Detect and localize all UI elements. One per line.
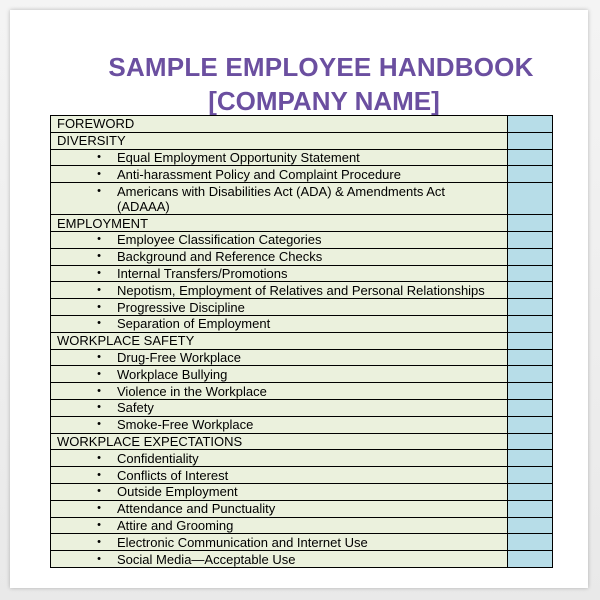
bullet-icon: • bbox=[97, 283, 101, 296]
list-item bbox=[51, 316, 507, 331]
list-item-text: Progressive Discipline bbox=[117, 299, 245, 315]
page-number-cell bbox=[508, 215, 553, 232]
toc-entry-cell bbox=[51, 149, 508, 166]
toc-item-row bbox=[51, 265, 553, 282]
toc-item-row bbox=[51, 500, 553, 517]
list-item bbox=[51, 535, 507, 550]
bullet-icon: • bbox=[97, 266, 101, 279]
list-item bbox=[51, 451, 507, 466]
toc-entry-cell bbox=[51, 116, 508, 133]
bullet-icon: • bbox=[97, 451, 101, 464]
page-number-cell bbox=[508, 467, 553, 484]
list-item-text: Attendance and Punctuality bbox=[117, 501, 276, 517]
toc-entry-cell bbox=[51, 248, 508, 265]
page-number-cell bbox=[508, 416, 553, 433]
toc-entry-cell bbox=[51, 467, 508, 484]
list-item bbox=[51, 468, 507, 483]
list-item-text: Anti-harassment Policy and Complaint Procedure bbox=[117, 166, 401, 182]
bullet-icon: • bbox=[97, 485, 101, 498]
bullet-icon: • bbox=[97, 250, 101, 263]
list-item-text: Confidentiality bbox=[117, 450, 199, 466]
toc-entry-cell bbox=[51, 534, 508, 551]
toc-item-row bbox=[51, 349, 553, 366]
page-number-cell bbox=[508, 433, 553, 450]
toc-section-row bbox=[51, 132, 553, 149]
bullet-icon: • bbox=[97, 502, 101, 515]
section-heading: DIVERSITY bbox=[57, 133, 126, 149]
bullet-icon: • bbox=[97, 184, 101, 197]
toc-entry-cell bbox=[51, 399, 508, 416]
toc-item-row bbox=[51, 383, 553, 400]
list-item bbox=[51, 283, 507, 298]
list-item bbox=[51, 350, 507, 365]
toc-entry-cell bbox=[51, 315, 508, 332]
bullet-icon: • bbox=[97, 384, 101, 397]
page-number-cell bbox=[508, 282, 553, 299]
page-number-cell bbox=[508, 551, 553, 568]
list-item bbox=[51, 232, 507, 247]
page-number-cell bbox=[508, 231, 553, 248]
list-item bbox=[51, 518, 507, 533]
list-item bbox=[51, 417, 507, 432]
list-item bbox=[51, 400, 507, 415]
toc-entry-cell bbox=[51, 132, 508, 149]
page-number-cell bbox=[508, 132, 553, 149]
section-heading: EMPLOYMENT bbox=[57, 215, 149, 231]
toc-entry-cell bbox=[51, 517, 508, 534]
toc-item-row bbox=[51, 483, 553, 500]
toc-entry-cell bbox=[51, 166, 508, 183]
bullet-icon: • bbox=[97, 150, 101, 163]
list-item-text: Electronic Communication and Internet Use bbox=[117, 534, 368, 550]
toc-entry-cell bbox=[51, 215, 508, 232]
list-item bbox=[51, 184, 507, 214]
toc-item-row bbox=[51, 534, 553, 551]
toc-item-row bbox=[51, 551, 553, 568]
page-number-cell bbox=[508, 534, 553, 551]
list-item-text: Social Media—Acceptable Use bbox=[117, 551, 296, 567]
page-number-cell bbox=[508, 315, 553, 332]
toc-entry-cell bbox=[51, 231, 508, 248]
list-item bbox=[51, 249, 507, 264]
toc-entry-cell bbox=[51, 551, 508, 568]
list-item bbox=[51, 167, 507, 182]
toc-item-row bbox=[51, 450, 553, 467]
list-item-text: Americans with Disabilities Act (ADA) & Amendments Act (ADAAA) bbox=[117, 183, 446, 214]
list-item-text: Violence in the Workplace bbox=[117, 383, 267, 399]
bullet-icon: • bbox=[97, 167, 101, 180]
list-item bbox=[51, 300, 507, 315]
toc-entry-cell bbox=[51, 332, 508, 349]
toc-item-row bbox=[51, 231, 553, 248]
page-number-cell bbox=[508, 349, 553, 366]
list-item bbox=[51, 552, 507, 567]
toc-section-row bbox=[51, 433, 553, 450]
bullet-icon: • bbox=[97, 418, 101, 431]
list-item-text: Smoke-Free Workplace bbox=[117, 417, 254, 433]
page-number-cell bbox=[508, 265, 553, 282]
bullet-icon: • bbox=[97, 233, 101, 246]
page-number-cell bbox=[508, 166, 553, 183]
page-number-cell bbox=[508, 248, 553, 265]
bullet-icon: • bbox=[97, 350, 101, 363]
list-item-text: Attire and Grooming bbox=[117, 517, 234, 533]
page-number-cell bbox=[508, 366, 553, 383]
toc-item-row bbox=[51, 366, 553, 383]
bullet-icon: • bbox=[97, 317, 101, 330]
toc-entry-cell bbox=[51, 282, 508, 299]
toc-item-row bbox=[51, 299, 553, 316]
list-item-text: Equal Employment Opportunity Statement bbox=[117, 149, 360, 165]
list-item bbox=[51, 484, 507, 499]
bullet-icon: • bbox=[97, 535, 101, 548]
page-number-cell bbox=[508, 299, 553, 316]
list-item bbox=[51, 367, 507, 382]
toc-entry-cell bbox=[51, 483, 508, 500]
toc-item-row bbox=[51, 149, 553, 166]
list-item bbox=[51, 501, 507, 516]
toc-entry-cell bbox=[51, 500, 508, 517]
bullet-icon: • bbox=[97, 401, 101, 414]
toc-item-row bbox=[51, 248, 553, 265]
toc-item-row bbox=[51, 416, 553, 433]
section-heading: WORKPLACE SAFETY bbox=[57, 333, 195, 349]
toc-item-row bbox=[51, 315, 553, 332]
toc-entry-cell bbox=[51, 299, 508, 316]
bullet-icon: • bbox=[97, 367, 101, 380]
list-item-text: Employee Classification Categories bbox=[117, 232, 322, 248]
list-item-text: Safety bbox=[117, 400, 154, 416]
list-item bbox=[51, 384, 507, 399]
list-item-text: Internal Transfers/Promotions bbox=[117, 265, 288, 281]
document-title: SAMPLE EMPLOYEE HANDBOOK bbox=[108, 52, 534, 82]
page-number-cell bbox=[508, 399, 553, 416]
toc-entry-cell bbox=[51, 416, 508, 433]
toc-section-row bbox=[51, 116, 553, 133]
toc-item-row bbox=[51, 467, 553, 484]
page-number-cell bbox=[508, 332, 553, 349]
toc-section-row bbox=[51, 332, 553, 349]
section-heading: WORKPLACE EXPECTATIONS bbox=[57, 433, 243, 449]
list-item-text: Drug-Free Workplace bbox=[117, 349, 242, 365]
toc-item-row bbox=[51, 166, 553, 183]
bullet-icon: • bbox=[97, 518, 101, 531]
list-item bbox=[51, 150, 507, 165]
toc-entry-cell bbox=[51, 349, 508, 366]
toc-section-row bbox=[51, 215, 553, 232]
toc-item-row bbox=[51, 183, 553, 215]
toc-item-row bbox=[51, 282, 553, 299]
page-number-cell bbox=[508, 483, 553, 500]
toc-entry-cell bbox=[51, 183, 508, 215]
list-item-text: Outside Employment bbox=[117, 484, 238, 500]
list-item-text: Workplace Bullying bbox=[117, 366, 228, 382]
toc-entry-cell bbox=[51, 265, 508, 282]
list-item-text: Separation of Employment bbox=[117, 316, 271, 332]
document-page bbox=[10, 10, 588, 588]
bullet-icon: • bbox=[97, 300, 101, 313]
list-item-text: Conflicts of Interest bbox=[117, 467, 229, 483]
list-item-text: Background and Reference Checks bbox=[117, 249, 323, 265]
toc-entry-cell bbox=[51, 383, 508, 400]
list-item-text: Nepotism, Employment of Relatives and Personal Relationships bbox=[117, 282, 485, 298]
page-number-cell bbox=[508, 383, 553, 400]
list-item bbox=[51, 266, 507, 281]
section-heading: FOREWORD bbox=[57, 116, 135, 132]
page-number-cell bbox=[508, 517, 553, 534]
toc-item-row bbox=[51, 399, 553, 416]
toc-entry-cell bbox=[51, 433, 508, 450]
bullet-icon: • bbox=[97, 552, 101, 565]
table-of-contents bbox=[50, 115, 553, 568]
page-number-cell bbox=[508, 500, 553, 517]
bullet-icon: • bbox=[97, 468, 101, 481]
page-number-cell bbox=[508, 116, 553, 133]
page-number-cell bbox=[508, 149, 553, 166]
page-number-cell bbox=[508, 183, 553, 215]
company-name-placeholder: [COMPANY NAME] bbox=[208, 86, 440, 116]
page-number-cell bbox=[508, 450, 553, 467]
toc-item-row bbox=[51, 517, 553, 534]
toc-entry-cell bbox=[51, 450, 508, 467]
toc-entry-cell bbox=[51, 366, 508, 383]
